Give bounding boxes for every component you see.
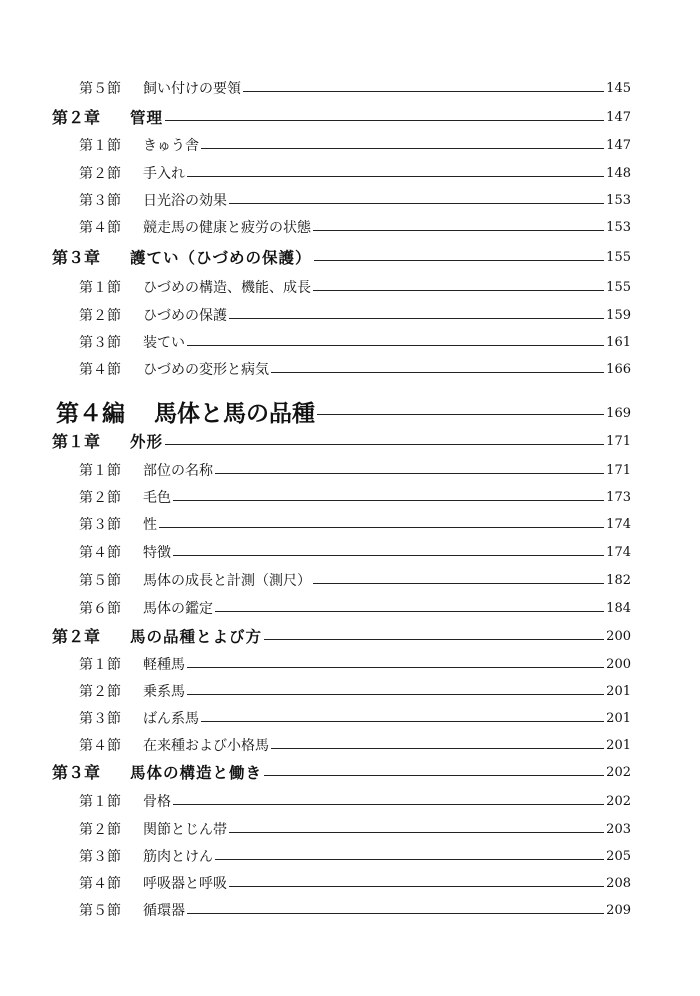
entry-page: 182 — [606, 573, 631, 588]
entry-title: 関節とじん帯 — [143, 822, 227, 838]
entry-title: 部位の名称 — [143, 463, 213, 479]
entry-number: 第５節 — [79, 903, 121, 919]
dot-leader — [201, 721, 604, 722]
dot-leader — [187, 913, 604, 914]
entry-number: 第２章 — [52, 108, 101, 127]
toc-entry — [52, 246, 631, 268]
entry-page: 166 — [606, 362, 631, 377]
entry-page: 201 — [606, 711, 631, 726]
entry-page: 147 — [606, 138, 631, 153]
entry-title: 競走馬の健康と疲労の状態 — [143, 220, 311, 236]
entry-number: 第４編 — [56, 400, 125, 427]
entry-title: 日光浴の効果 — [143, 193, 227, 209]
entry-page: 171 — [606, 434, 631, 449]
dot-leader — [229, 832, 604, 833]
toc-entry — [56, 394, 631, 427]
dot-leader — [187, 694, 604, 695]
entry-page: 155 — [606, 280, 631, 295]
entry-number: 第４節 — [79, 738, 121, 754]
toc-entry — [79, 541, 631, 563]
toc-entry — [79, 358, 631, 380]
dot-leader — [271, 748, 604, 749]
entry-number: 第３章 — [52, 248, 101, 267]
toc-entry — [79, 162, 631, 184]
entry-number: 第１節 — [79, 138, 121, 154]
entry-number: 第３節 — [79, 849, 121, 865]
entry-number: 第２節 — [79, 166, 121, 182]
entry-page: 203 — [606, 822, 631, 837]
dot-leader — [215, 859, 604, 860]
entry-number: 第１節 — [79, 280, 121, 296]
entry-page: 148 — [606, 166, 631, 181]
dot-leader — [264, 775, 604, 776]
entry-page: 153 — [606, 193, 631, 208]
toc-entry — [52, 430, 631, 452]
entry-title: 手入れ — [143, 166, 185, 182]
entry-number: 第４節 — [79, 876, 121, 892]
dot-leader — [317, 414, 604, 415]
dot-leader — [173, 555, 604, 556]
toc-entry — [79, 899, 631, 921]
entry-title: 筋肉とけん — [143, 849, 213, 865]
dot-leader — [229, 203, 604, 204]
dot-leader — [215, 473, 604, 474]
dot-leader — [229, 886, 604, 887]
entry-title: 馬体の構造と働き — [130, 763, 263, 782]
entry-number: 第１節 — [79, 657, 121, 673]
entry-number: 第２章 — [52, 627, 101, 646]
entry-number: 第６節 — [79, 601, 121, 617]
entry-title: 馬体と馬の品種 — [154, 400, 315, 427]
toc-entry — [79, 872, 631, 894]
entry-title: 呼吸器と呼吸 — [143, 876, 227, 892]
entry-title: 性 — [143, 517, 157, 533]
entry-page: 153 — [606, 220, 631, 235]
dot-leader — [201, 148, 604, 149]
entry-number: 第２節 — [79, 684, 121, 700]
toc-entry — [79, 331, 631, 353]
entry-page: 171 — [606, 463, 631, 478]
entry-number: 第１章 — [52, 432, 101, 451]
entry-title: 毛色 — [143, 490, 171, 506]
entry-title: 馬の品種とよび方 — [130, 627, 263, 646]
entry-number: 第２節 — [79, 822, 121, 838]
toc-entry — [79, 734, 631, 756]
toc-entry — [79, 845, 631, 867]
entry-title: ひづめの構造、機能、成長 — [143, 280, 311, 296]
toc-entry — [79, 77, 631, 99]
entry-title: ばん系馬 — [143, 711, 199, 727]
entry-number: 第４節 — [79, 545, 121, 561]
entry-page: 201 — [606, 738, 631, 753]
entry-title: 骨格 — [143, 794, 171, 810]
toc-entry — [79, 189, 631, 211]
toc-entry — [79, 459, 631, 481]
toc-entry — [79, 569, 631, 591]
entry-number: 第３節 — [79, 517, 121, 533]
entry-title: 特徴 — [143, 545, 171, 561]
entry-number: 第１節 — [79, 463, 121, 479]
entry-title: 護てい（ひづめの保護） — [130, 248, 312, 267]
entry-page: 208 — [606, 876, 631, 891]
entry-title: 軽種馬 — [143, 657, 185, 673]
dot-leader — [313, 583, 604, 584]
dot-leader — [313, 290, 604, 291]
entry-page: 174 — [606, 545, 631, 560]
toc-entry — [79, 513, 631, 535]
entry-title: 装てい — [143, 335, 185, 351]
dot-leader — [159, 527, 604, 528]
entry-page: 174 — [606, 517, 631, 532]
entry-page: 161 — [606, 335, 631, 350]
entry-title: 馬体の鑑定 — [143, 601, 213, 617]
entry-title: 在来種および小格馬 — [143, 738, 269, 754]
entry-title: 管理 — [130, 108, 164, 127]
entry-number: 第２節 — [79, 490, 121, 506]
entry-title: ひづめの保護 — [143, 308, 227, 324]
dot-leader — [165, 444, 604, 445]
dot-leader — [314, 260, 605, 261]
entry-title: 循環器 — [143, 903, 185, 919]
entry-number: 第５節 — [79, 81, 121, 97]
entry-page: 159 — [606, 308, 631, 323]
entry-number: 第３節 — [79, 193, 121, 209]
dot-leader — [215, 611, 604, 612]
entry-page: 209 — [606, 903, 631, 918]
dot-leader — [173, 500, 604, 501]
entry-title: 外形 — [130, 432, 164, 451]
entry-page: 202 — [606, 765, 631, 780]
toc-entry — [79, 707, 631, 729]
dot-leader — [165, 120, 604, 121]
toc-entry — [79, 653, 631, 675]
toc-entry — [79, 134, 631, 156]
entry-page: 145 — [606, 81, 631, 96]
entry-page: 200 — [606, 629, 631, 644]
toc-entry — [79, 597, 631, 619]
entry-number: 第４節 — [79, 362, 121, 378]
entry-title: 乗系馬 — [143, 684, 185, 700]
entry-page: 155 — [606, 250, 631, 265]
toc-entry — [79, 216, 631, 238]
entry-page: 202 — [606, 794, 631, 809]
toc-entry — [79, 680, 631, 702]
entry-number: 第３章 — [52, 763, 101, 782]
entry-number: 第１節 — [79, 794, 121, 810]
toc-entry — [79, 486, 631, 508]
entry-number: 第３節 — [79, 335, 121, 351]
toc-entry — [52, 106, 631, 128]
entry-page: 200 — [606, 657, 631, 672]
toc-entry — [79, 304, 631, 326]
dot-leader — [264, 639, 604, 640]
entry-page: 205 — [606, 849, 631, 864]
entry-number: 第５節 — [79, 573, 121, 589]
entry-page: 147 — [606, 110, 631, 125]
entry-title: 馬体の成長と計測（測尺） — [143, 573, 311, 589]
entry-title: ひづめの変形と病気 — [143, 362, 269, 378]
toc-entry — [52, 625, 631, 647]
dot-leader — [243, 91, 604, 92]
dot-leader — [173, 804, 604, 805]
entry-number: 第３節 — [79, 711, 121, 727]
dot-leader — [187, 176, 604, 177]
entry-page: 169 — [606, 406, 631, 421]
toc-entry — [79, 818, 631, 840]
entry-page: 201 — [606, 684, 631, 699]
dot-leader — [187, 345, 604, 346]
entry-title: きゅう舎 — [143, 138, 199, 154]
entry-page: 173 — [606, 490, 631, 505]
entry-page: 184 — [606, 601, 631, 616]
dot-leader — [271, 372, 604, 373]
dot-leader — [313, 230, 604, 231]
toc-entry — [79, 790, 631, 812]
dot-leader — [187, 667, 604, 668]
toc-entry — [79, 276, 631, 298]
entry-number: 第４節 — [79, 220, 121, 236]
entry-number: 第２節 — [79, 308, 121, 324]
dot-leader — [229, 318, 604, 319]
entry-title: 飼い付けの要領 — [143, 81, 241, 97]
toc-entry — [52, 761, 631, 783]
